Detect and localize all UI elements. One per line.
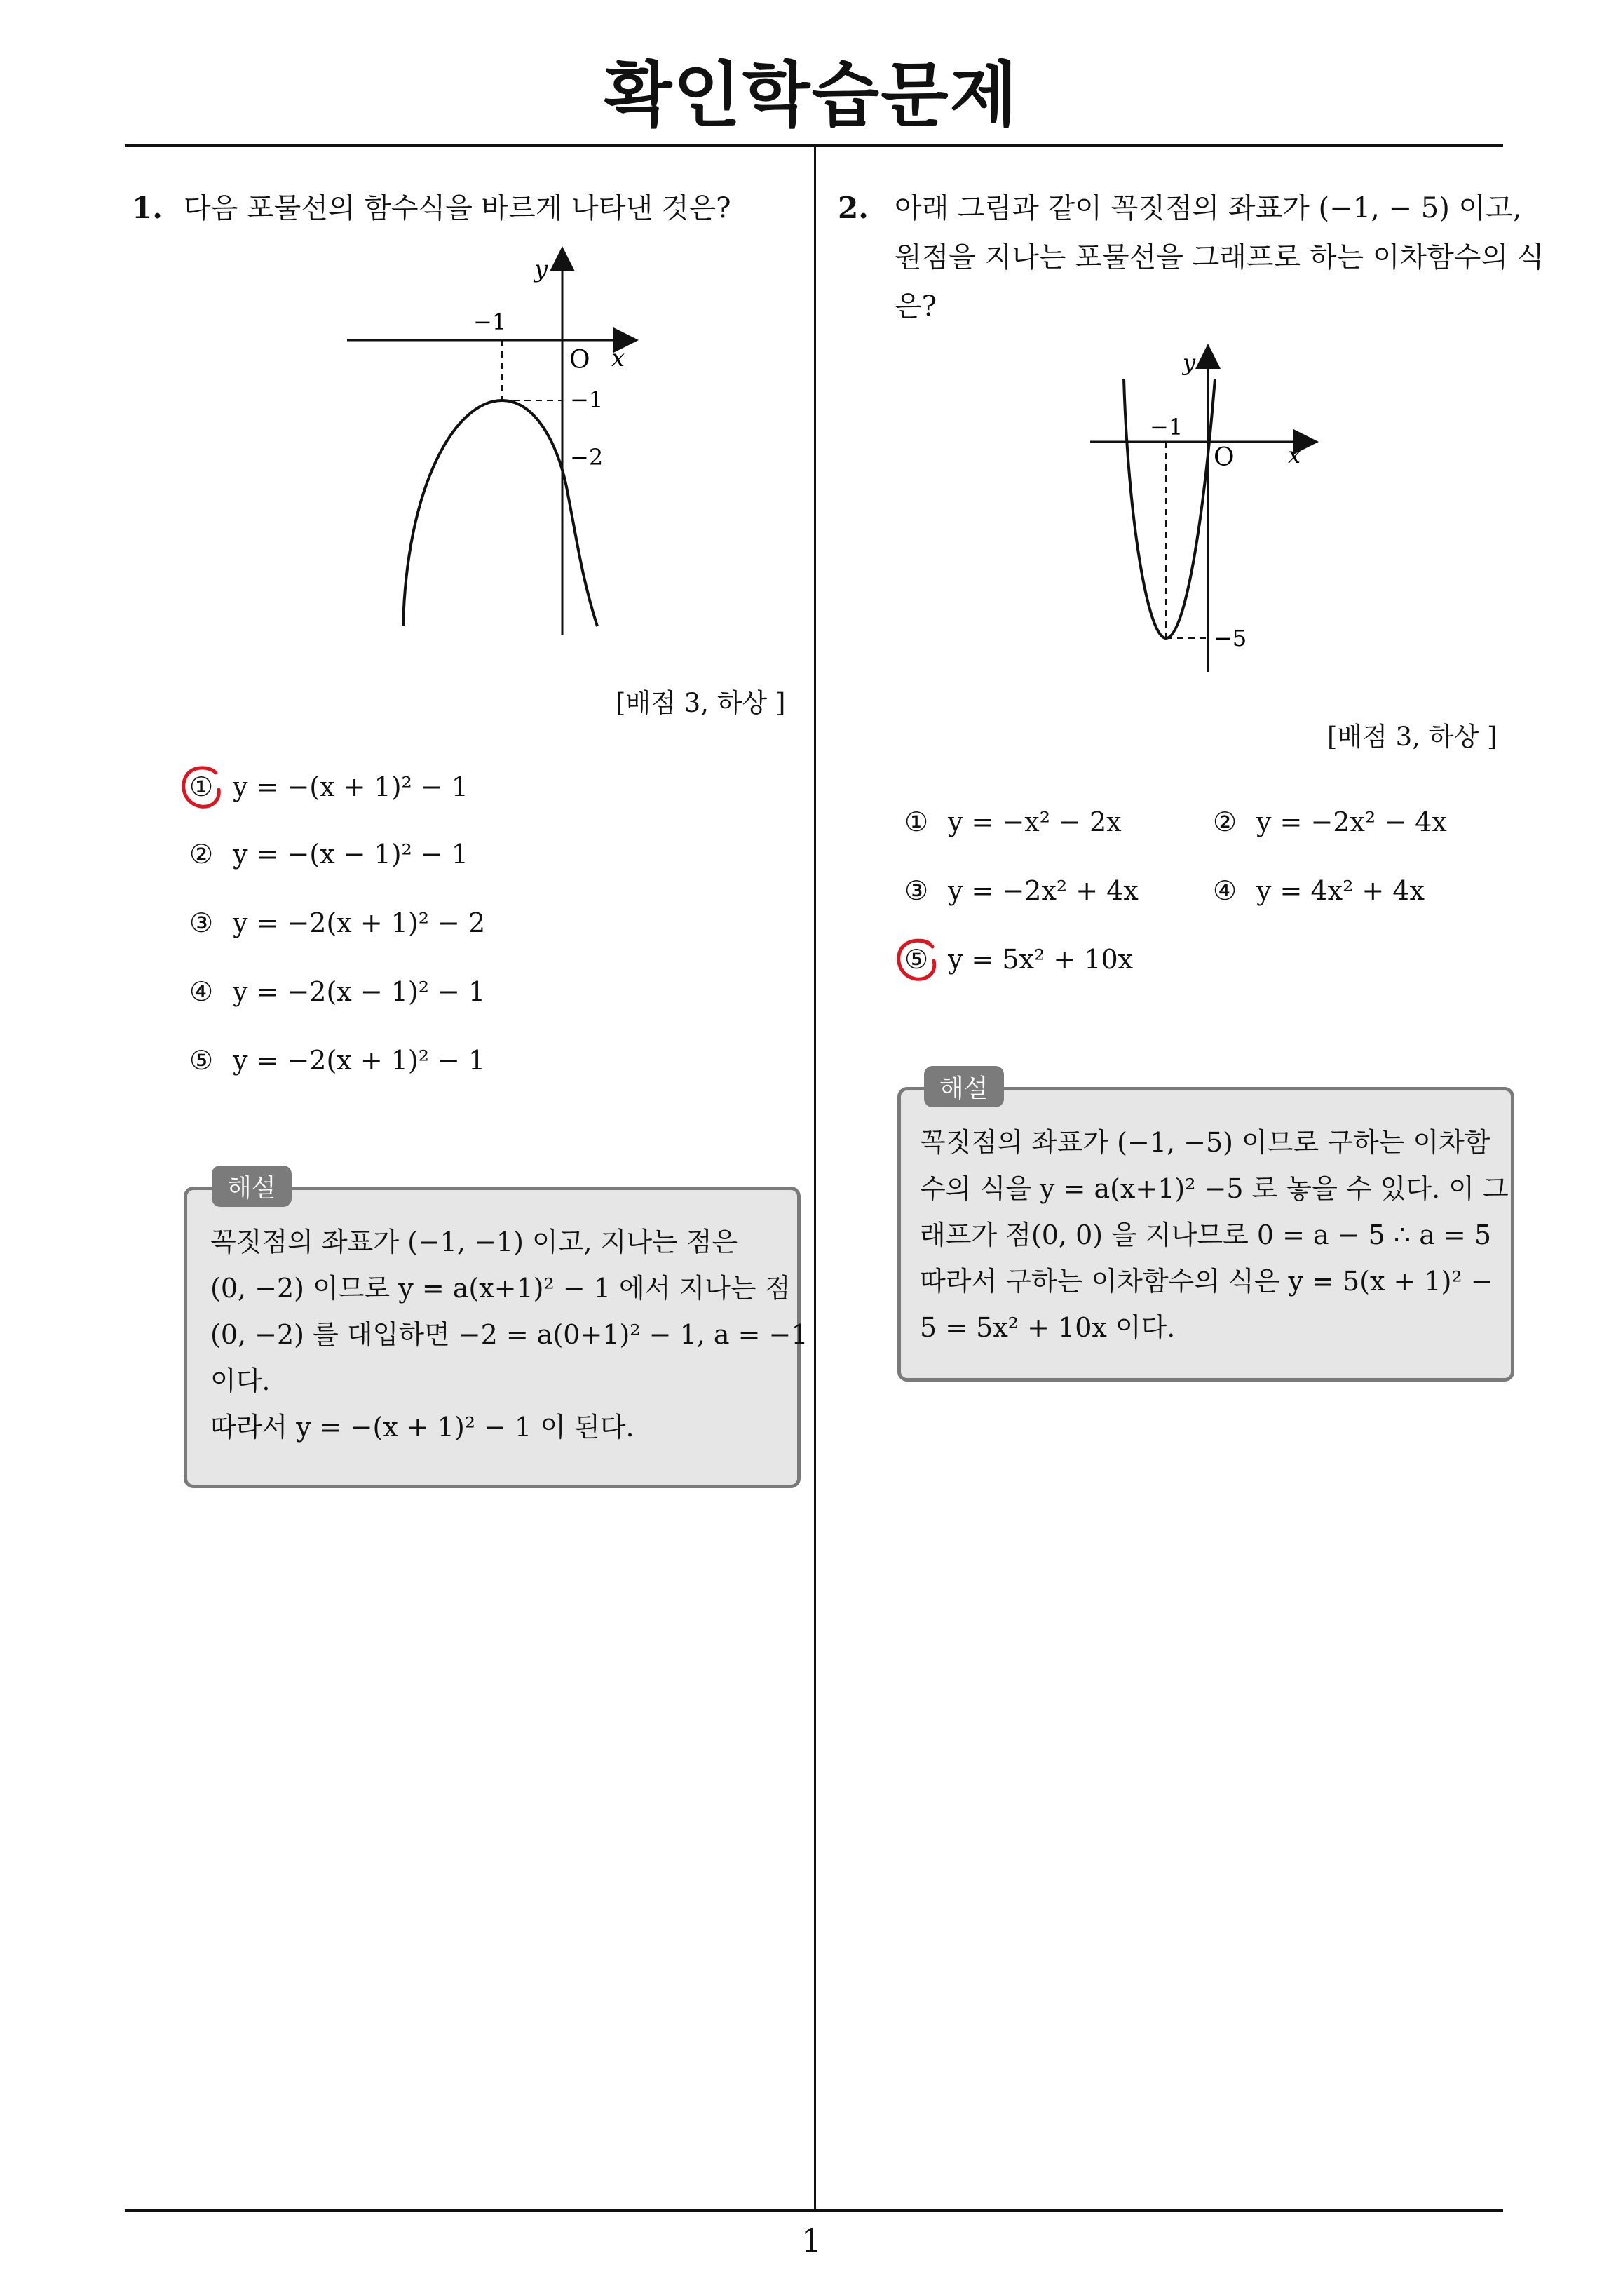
q2-graph — [1083, 342, 1329, 679]
q2-solution-text — [920, 1119, 1509, 1351]
q2-choice-5-mark: ⑤ — [904, 944, 929, 975]
q2-origin-label: O — [1214, 443, 1235, 472]
q1-solution-text — [210, 1219, 808, 1450]
q1-choice-5-formula: y = −2(x + 1)² − 1 — [233, 1045, 486, 1076]
q2-text-line-2: 원점을 지나는 포물선을 그래프로 하는 이차함수의 식 — [895, 241, 1544, 274]
q2-solution-line-5: 5 = 5x² + 10x 이다. — [920, 1312, 1176, 1343]
q1-choice-3-formula: y = −2(x + 1)² − 2 — [233, 907, 486, 938]
column-divider — [814, 144, 816, 2210]
q2-choice-1[interactable] — [904, 806, 1122, 837]
q2-choice-3-mark: ③ — [904, 875, 929, 906]
q2-choice-5-formula: y = 5x² + 10x — [948, 944, 1134, 975]
q1-choice-2-formula: y = −(x − 1)² − 1 — [233, 839, 468, 870]
page-number: 1 — [801, 2222, 822, 2260]
q1-choice-3-mark: ③ — [189, 907, 214, 938]
q1-solution-line-3: (0, −2) 를 대입하면 −2 = a(0+1)² − 1, a = −1 — [210, 1319, 808, 1350]
q1-choice-4-mark: ④ — [189, 976, 214, 1007]
q1-solution-line-1: 꼭짓점의 좌표가 (−1, −1) 이고, 지나는 점은 — [210, 1227, 738, 1257]
q2-solution-line-3: 래프가 점(0, 0) 을 지나므로 0 = a − 5 ∴ a = 5 — [920, 1220, 1492, 1250]
q1-choice-1[interactable] — [189, 771, 468, 802]
q2-choice-3[interactable] — [904, 875, 1139, 906]
q2-choice-2[interactable] — [1213, 806, 1447, 837]
q2-choice-4-mark: ④ — [1213, 875, 1237, 906]
q2-selection-circle — [893, 936, 942, 985]
q2-choice-1-formula: y = −x² − 2x — [948, 806, 1122, 837]
q2-choice-4[interactable] — [1213, 875, 1425, 906]
q2-x-tick-label: −1 — [1150, 414, 1183, 440]
q2-text-line-1: 아래 그림과 같이 꼭짓점의 좌표가 (−1, − 5) 이고, — [895, 192, 1522, 224]
q1-graph — [337, 242, 645, 642]
q1-choice-5[interactable] — [189, 1045, 485, 1076]
q1-choice-4-formula: y = −2(x − 1)² − 1 — [233, 976, 486, 1007]
q1-solution-line-4: 이다. — [210, 1365, 271, 1396]
q2-choice-2-formula: y = −2x² − 4x — [1256, 806, 1447, 837]
q2-meta: [배점 3, 하상 ] — [1327, 722, 1498, 752]
q2-x-label: x — [1288, 442, 1301, 468]
q2-choice-3-formula: y = −2x² + 4x — [948, 875, 1139, 906]
q1-origin-label: O — [569, 346, 590, 374]
q1-text: 다음 포물선의 함수식을 바르게 나타낸 것은? — [184, 192, 731, 224]
q1-meta: [배점 3, 하상 ] — [616, 688, 786, 718]
q1-y-tick-vertex: −1 — [570, 386, 604, 413]
q1-choice-2-mark: ② — [189, 839, 214, 870]
q2-text-line-3: 은? — [895, 290, 937, 323]
q1-x-tick-label: −1 — [473, 309, 507, 335]
q2-solution-line-4: 따라서 구하는 이차함수의 식은 y = 5(x + 1)² − — [920, 1266, 1493, 1297]
q2-number: 2. — [838, 191, 869, 225]
q1-y-label: y — [534, 255, 548, 283]
q1-number: 1. — [132, 191, 163, 225]
q2-solution-tag: 해설 — [924, 1066, 1004, 1107]
q1-choice-5-mark: ⑤ — [189, 1045, 214, 1076]
q1-parabola — [403, 400, 597, 626]
q1-choice-2[interactable] — [189, 839, 468, 870]
bottom-rule — [125, 2209, 1503, 2212]
q2-choice-4-formula: y = 4x² + 4x — [1256, 875, 1425, 906]
q2-solution-line-2: 수의 식을 y = a(x+1)² −5 로 놓을 수 있다. 이 그 — [920, 1173, 1509, 1204]
q2-solution-line-1: 꼭짓점의 좌표가 (−1, −5) 이므로 구하는 이차함 — [920, 1127, 1490, 1158]
q2-y-tick-label: −5 — [1214, 625, 1247, 651]
q1-solution-line-2: (0, −2) 이므로 y = a(x+1)² − 1 에서 지나는 점 — [210, 1273, 791, 1304]
q1-solution-tag: 해설 — [212, 1166, 292, 1207]
q1-choice-3[interactable] — [189, 907, 485, 938]
q1-solution-line-5: 따라서 y = −(x + 1)² − 1 이 된다. — [210, 1412, 634, 1443]
q1-selection-circle — [178, 763, 227, 812]
q2-choice-2-mark: ② — [1213, 806, 1237, 837]
q1-choice-4[interactable] — [189, 976, 485, 1007]
q1-y-tick-intercept: −2 — [570, 444, 604, 471]
q1-x-label: x — [611, 344, 625, 372]
page-title: 확인학습문제 — [604, 54, 1019, 136]
q1-choice-1-formula: y = −(x + 1)² − 1 — [233, 771, 468, 802]
q2-text — [895, 184, 1544, 331]
q2-y-label: y — [1183, 349, 1196, 376]
q1-choice-1-mark: ① — [189, 771, 214, 802]
q2-choice-1-mark: ① — [904, 806, 929, 837]
